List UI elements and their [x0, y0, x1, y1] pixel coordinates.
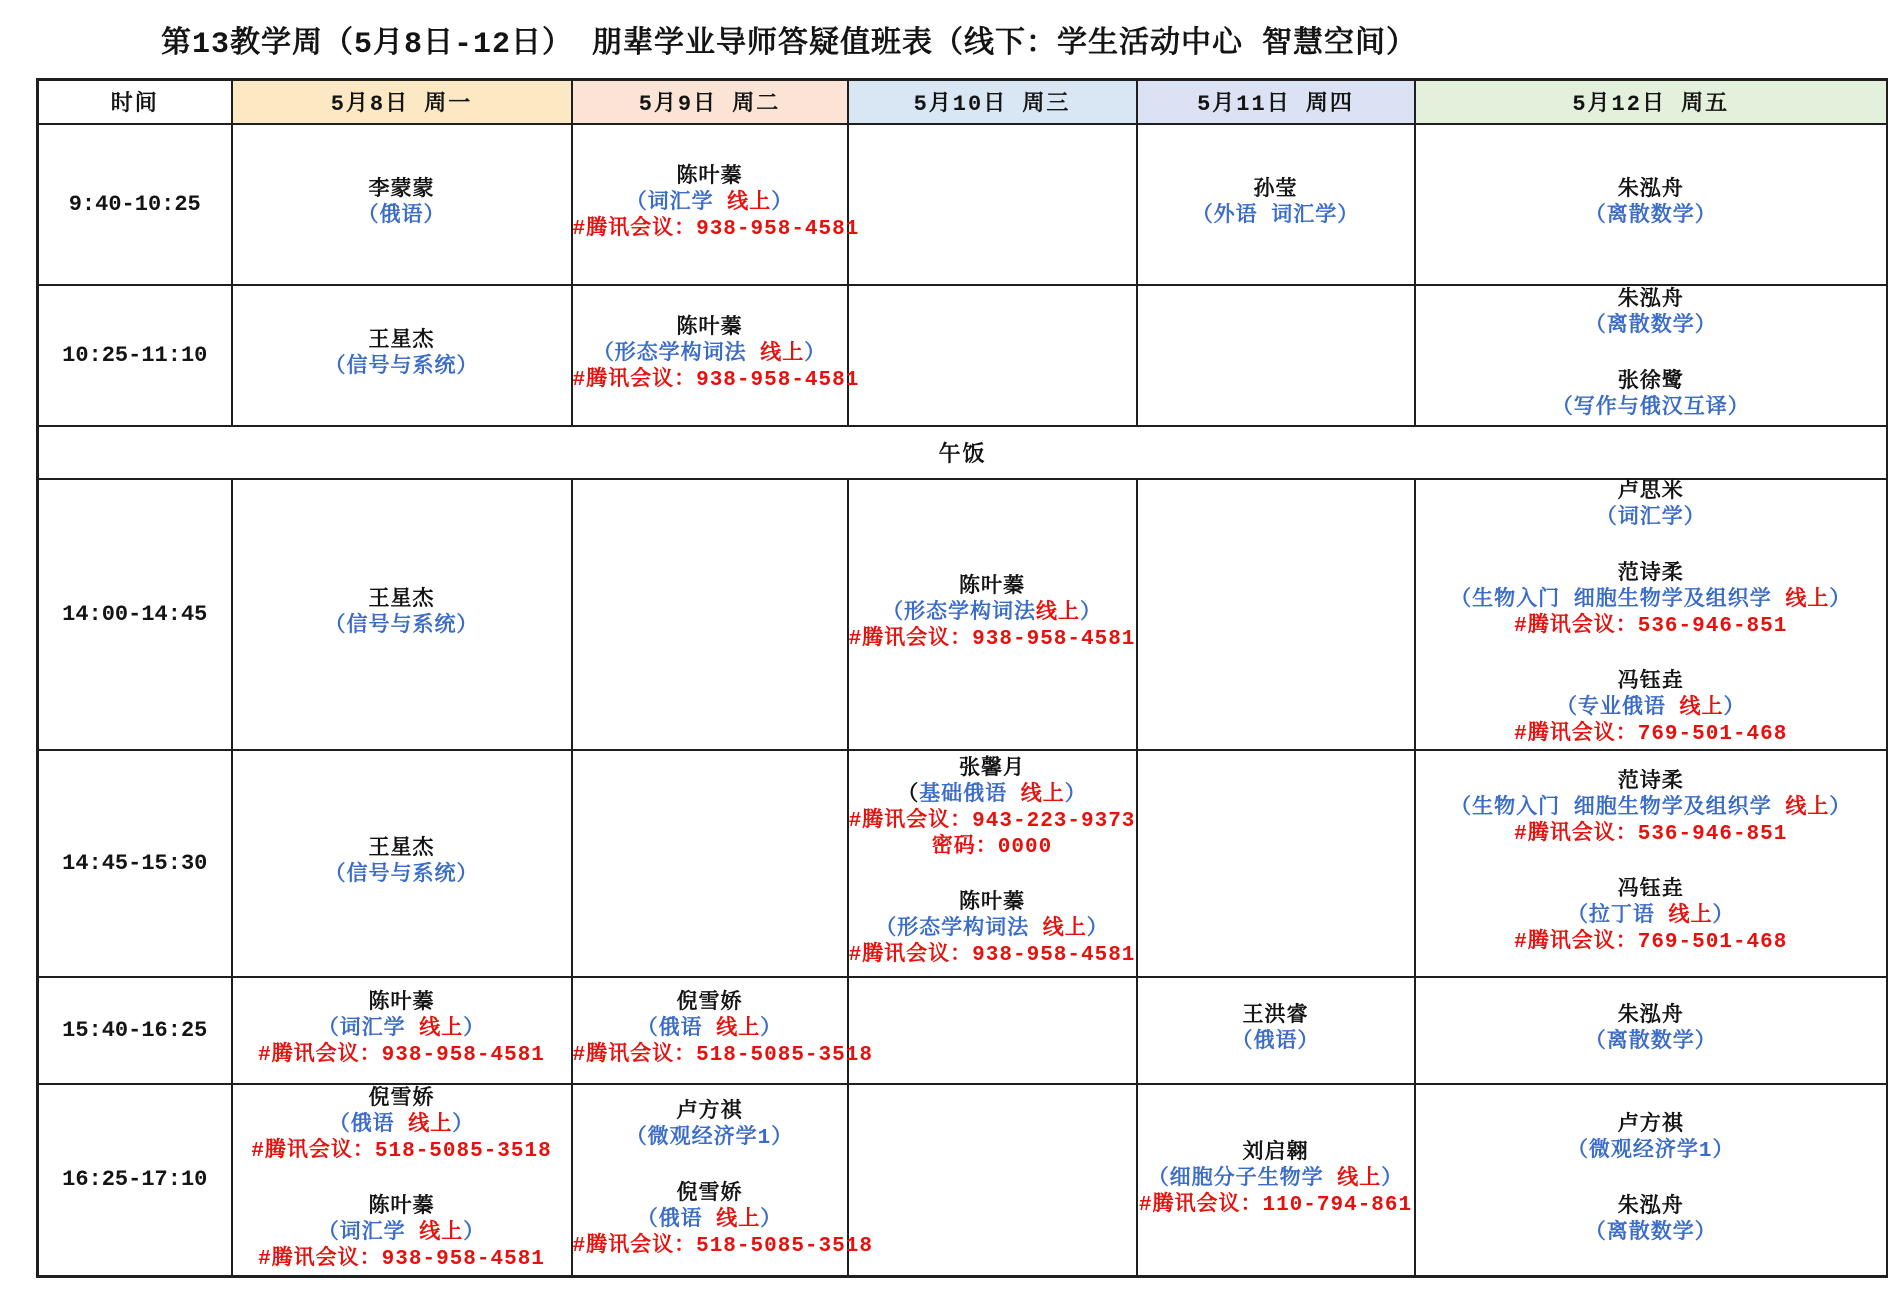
schedule-line [233, 1139, 571, 1165]
cell-15:40-16:25-fri [1415, 977, 1888, 1084]
text-segment: 卢方祺 [1617, 1113, 1684, 1137]
text-segment: ） [1723, 697, 1746, 720]
cell-10:25-11:10-tue [572, 285, 860, 426]
text-segment: #腾讯会议：938-958-4581 [258, 1247, 545, 1271]
cell-16:25-17:10-fri [1415, 1084, 1888, 1277]
text-segment: 朱泓舟 [1617, 1005, 1684, 1028]
cell-14:00-14:45-wed [848, 479, 1137, 750]
schedule-body [38, 124, 1888, 1277]
schedule-entry [1138, 1004, 1414, 1056]
schedule-line [1416, 562, 1887, 588]
schedule-line [1138, 1193, 1414, 1219]
cell-15:40-16:25-wed [848, 977, 1137, 1084]
text-segment: （俄语 [636, 1018, 717, 1041]
schedule-line [1416, 1004, 1887, 1030]
time-label-16:25-17:10: 16:25-17:10 [38, 1084, 232, 1277]
schedule-entry [1416, 1004, 1887, 1056]
text-segment: 线上 [1785, 797, 1830, 820]
schedule-line [1416, 588, 1887, 614]
schedule-line [1416, 1113, 1887, 1139]
schedule-entry [233, 1195, 571, 1273]
schedule-line [849, 835, 1136, 861]
text-segment: 线上 [1036, 602, 1080, 625]
schedule-line [573, 1126, 847, 1152]
schedule-line [849, 891, 1136, 917]
text-segment: （形态学构词法 [592, 343, 761, 366]
schedule-entry [1416, 1195, 1887, 1247]
text-segment: 倪雪娇 [676, 1182, 743, 1206]
schedule-line [1416, 670, 1887, 696]
page-title: 第13教学周（5月8日-12日） 朋辈学业导师答疑值班表（线下：学生活动中心 智慧空间） [160, 27, 1418, 62]
text-segment: #腾讯会议：938-958-4581 [848, 944, 1136, 967]
text-segment: #腾讯会议：938-958-4581 [572, 369, 860, 392]
text-segment: （词汇学 [317, 1018, 420, 1041]
text-segment: ） [760, 1208, 783, 1232]
schedule-entry [849, 891, 1136, 969]
text-segment: 李蒙蒙 [368, 179, 435, 202]
time-label-14:45-15:30: 14:45-15:30 [38, 750, 232, 977]
schedule-line [573, 991, 847, 1017]
text-segment: 线上 [1668, 905, 1713, 928]
schedule-line [572, 217, 860, 243]
schedule-line [572, 1234, 873, 1260]
schedule-line [573, 316, 847, 342]
text-segment: 王星杰 [368, 589, 435, 612]
cell-14:00-14:45-fri [1415, 479, 1888, 750]
text-segment: （词汇学） [1595, 507, 1706, 530]
schedule-line [1416, 288, 1887, 314]
text-segment: 卢思米 [1617, 481, 1684, 504]
schedule-line [849, 783, 1136, 809]
text-segment: 基础俄语 [919, 784, 1021, 807]
text-segment: （离散数学） [1584, 315, 1717, 338]
schedule-line [233, 355, 571, 381]
cell-9:40-10:25-wed [848, 124, 1137, 285]
text-segment: #腾讯会议：938-958-4581 [258, 1044, 545, 1067]
schedule-line [1416, 930, 1887, 956]
schedule-line [849, 809, 1136, 835]
schedule-line [233, 837, 571, 863]
text-segment: （微观经济学1） [625, 1126, 794, 1150]
text-segment: ） [463, 1018, 486, 1041]
schedule-line [1416, 1221, 1887, 1247]
schedule-entry [849, 575, 1136, 653]
text-segment: ） [452, 1113, 475, 1137]
schedule-line [573, 342, 847, 368]
text-segment: ） [1381, 1167, 1404, 1191]
schedule-line [573, 1100, 847, 1126]
text-segment: （细胞分子生物学 [1147, 1167, 1338, 1191]
schedule-line [1416, 696, 1887, 722]
time-label-9:40-10:25: 9:40-10:25 [38, 124, 232, 285]
text-segment: ） [760, 1018, 783, 1041]
cell-15:40-16:25-tue [572, 977, 873, 1084]
cell-9:40-10:25-fri [1415, 124, 1888, 285]
text-segment: （专业俄语 [1555, 697, 1680, 720]
schedule-line [233, 1043, 571, 1069]
schedule-entry [233, 1087, 571, 1165]
col-header-mon: 5月8日 周一 [232, 80, 572, 124]
text-segment: 密码：0000 [931, 836, 1053, 859]
cell-9:40-10:25-thu [1137, 124, 1415, 285]
cell-9:40-10:25-mon [232, 124, 572, 285]
schedule-line [573, 191, 847, 217]
text-segment: #腾讯会议：938-958-4581 [572, 218, 860, 241]
cell-14:45-15:30-fri [1415, 750, 1888, 977]
col-header-time: 时间 [38, 80, 232, 124]
schedule-line [1416, 370, 1887, 396]
text-segment: 范诗柔 [1617, 771, 1684, 794]
lunch-cell: 午饭 [38, 426, 1888, 479]
text-segment: （俄语） [357, 205, 446, 228]
text-segment: （写作与俄汉互译） [1551, 397, 1750, 420]
text-segment: 范诗柔 [1617, 563, 1684, 586]
text-segment: 线上 [1042, 918, 1087, 941]
schedule-line [1416, 904, 1887, 930]
text-segment: （信号与系统） [324, 615, 479, 638]
text-segment: 王洪睿 [1242, 1005, 1309, 1028]
schedule-entry [233, 178, 571, 230]
schedule-entry [233, 837, 571, 889]
schedule-header [38, 80, 1888, 124]
text-segment: 陈叶蓁 [676, 166, 743, 189]
text-segment: ） [463, 1221, 486, 1245]
schedule-line [1416, 396, 1887, 422]
time-label-14:00-14:45: 14:00-14:45 [38, 479, 232, 750]
schedule-line [849, 943, 1136, 969]
text-segment: 冯钰垚 [1617, 879, 1684, 902]
schedule-line [572, 1043, 873, 1069]
schedule-line [1416, 204, 1887, 230]
cell-16:25-17:10-tue [572, 1084, 873, 1277]
schedule-line [849, 601, 1136, 627]
schedule-line [1138, 1141, 1414, 1167]
text-segment: ） [1829, 797, 1852, 820]
text-segment: #腾讯会议：110-794-861 [1138, 1193, 1413, 1217]
cell-10:25-11:10-wed [848, 285, 1137, 426]
cell-14:00-14:45-tue [572, 479, 848, 750]
text-segment: 线上 [1337, 1167, 1382, 1191]
schedule-line [849, 917, 1136, 943]
schedule-line [1138, 1030, 1414, 1056]
time-label-10:25-11:10: 10:25-11:10 [38, 285, 232, 426]
text-segment: （生物入门 细胞生物学及组织学 [1450, 589, 1786, 612]
text-segment: （离散数学） [1584, 205, 1717, 228]
schedule-line [233, 1017, 571, 1043]
schedule-line [233, 991, 571, 1017]
text-segment: 线上 [1679, 697, 1724, 720]
row-14:00-14:45 [38, 479, 1888, 750]
schedule-line [1416, 1195, 1887, 1221]
text-segment: （拉丁语 [1566, 905, 1669, 928]
schedule-entry [572, 1182, 873, 1260]
text-segment: （俄语） [1231, 1031, 1320, 1054]
col-header-thu: 5月11日 周四 [1137, 80, 1415, 124]
schedule-line [1416, 480, 1887, 506]
cell-16:25-17:10-mon [232, 1084, 572, 1277]
text-segment: 线上 [419, 1018, 464, 1041]
schedule-line [233, 588, 571, 614]
text-segment: #腾讯会议：938-958-4581 [848, 628, 1136, 651]
text-segment: #腾讯会议：769-501-468 [1514, 931, 1788, 954]
text-segment: ） [1064, 784, 1087, 807]
text-segment: 冯钰垚 [1617, 671, 1684, 694]
text-segment: ） [1712, 905, 1735, 928]
text-segment: 线上 [408, 1113, 453, 1137]
schedule-line [1138, 1167, 1414, 1193]
row-14:45-15:30 [38, 750, 1888, 977]
schedule-line [1416, 822, 1887, 848]
text-segment: （ [897, 784, 920, 807]
schedule-line [1416, 796, 1887, 822]
schedule-line [1416, 1139, 1887, 1165]
schedule-line [1416, 770, 1887, 796]
cell-10:25-11:10-mon [232, 285, 572, 426]
schedule-line [572, 368, 860, 394]
text-segment: 刘启翱 [1242, 1141, 1309, 1165]
text-segment: ） [771, 192, 794, 215]
row-10:25-11:10 [38, 285, 1888, 426]
schedule-line [233, 1247, 571, 1273]
row-9:40-10:25 [38, 124, 1888, 285]
schedule-entry [233, 329, 571, 381]
text-segment: 线上 [716, 1018, 761, 1041]
schedule-entry [1416, 288, 1887, 340]
text-segment: 倪雪娇 [676, 992, 743, 1015]
schedule-entry [233, 588, 571, 640]
schedule-line [233, 329, 571, 355]
header-row [38, 80, 1888, 124]
schedule-line [233, 178, 571, 204]
text-segment: 陈叶蓁 [368, 1195, 435, 1219]
schedule-line [233, 863, 571, 889]
text-segment: #腾讯会议：536-946-851 [1514, 823, 1788, 846]
schedule-line [573, 1182, 847, 1208]
schedule-entry [572, 316, 860, 394]
col-header-fri: 5月12日 周五 [1415, 80, 1888, 124]
text-segment: （俄语 [636, 1208, 717, 1232]
text-segment: （形态学构词法 [875, 918, 1043, 941]
text-segment: 线上 [1020, 784, 1065, 807]
schedule-line [1138, 1004, 1414, 1030]
text-segment: 线上 [727, 192, 772, 215]
schedule-entry [1416, 1113, 1887, 1165]
schedule-entry [233, 991, 571, 1069]
cell-14:00-14:45-mon [232, 479, 572, 750]
text-segment: 朱泓舟 [1617, 289, 1684, 312]
schedule-entry [573, 1100, 847, 1152]
schedule-line [233, 1221, 571, 1247]
cell-14:45-15:30-thu [1137, 750, 1415, 977]
text-segment: ） [1086, 918, 1109, 941]
schedule-line [1416, 178, 1887, 204]
row-16:25-17:10 [38, 1084, 1888, 1277]
cell-14:45-15:30-tue [572, 750, 848, 977]
schedule-entry [1416, 770, 1887, 848]
schedule-line [233, 204, 571, 230]
text-segment: ） [1829, 589, 1852, 612]
text-segment: （词汇学 [625, 192, 728, 215]
schedule-line [1416, 614, 1887, 640]
schedule-line [233, 614, 571, 640]
schedule-line [573, 1017, 847, 1043]
cell-10:25-11:10-thu [1137, 285, 1415, 426]
text-segment: #腾讯会议：769-501-468 [1514, 723, 1788, 746]
text-segment: 张徐鹭 [1617, 371, 1684, 394]
schedule-line [849, 757, 1136, 783]
text-segment: #腾讯会议：518-5085-3518 [572, 1234, 873, 1258]
text-segment: #腾讯会议：518-5085-3518 [251, 1139, 552, 1163]
text-segment: 王星杰 [368, 838, 435, 861]
col-header-tue: 5月9日 周二 [572, 80, 848, 124]
schedule-line [1416, 878, 1887, 904]
text-segment: #腾讯会议：518-5085-3518 [572, 1044, 873, 1067]
schedule-line [1138, 178, 1414, 204]
schedule-entry [849, 757, 1136, 861]
text-segment: #腾讯会议：943-223-9373 [848, 810, 1136, 833]
text-segment: 倪雪娇 [368, 1087, 435, 1111]
text-segment: （离散数学） [1584, 1221, 1717, 1245]
text-segment: #腾讯会议：536-946-851 [1514, 615, 1788, 638]
cell-14:45-15:30-wed [848, 750, 1137, 977]
text-segment: 张馨月 [959, 758, 1025, 781]
schedule-line [1138, 204, 1414, 230]
text-segment: 线上 [1785, 589, 1830, 612]
schedule-entry [1138, 178, 1414, 230]
row-15:40-16:25 [38, 977, 1888, 1084]
text-segment: 线上 [419, 1221, 464, 1245]
text-segment: 陈叶蓁 [368, 992, 435, 1015]
schedule-line [573, 1208, 847, 1234]
cell-10:25-11:10-fri [1415, 285, 1888, 426]
text-segment: 朱泓舟 [1617, 1195, 1684, 1219]
text-segment: 孙莹 [1253, 179, 1298, 202]
schedule-table [36, 78, 1888, 1278]
schedule-line [1416, 722, 1887, 748]
text-segment: （外语 词汇学） [1191, 205, 1360, 228]
schedule-line [1416, 506, 1887, 532]
schedule-entry [1416, 562, 1887, 640]
schedule-entry [1138, 1141, 1414, 1219]
cell-14:00-14:45-thu [1137, 479, 1415, 750]
text-segment: ） [804, 343, 827, 366]
text-segment: （形态学构词法 [882, 602, 1036, 625]
text-segment: （微观经济学1） [1566, 1139, 1735, 1163]
cell-16:25-17:10-wed [848, 1084, 1137, 1277]
text-segment: （词汇学 [317, 1221, 420, 1245]
schedule-line [233, 1113, 571, 1139]
text-segment: 王星杰 [368, 330, 435, 353]
lunch-row [38, 426, 1888, 479]
schedule-entry [1416, 480, 1887, 532]
schedule-entry [1416, 178, 1887, 230]
text-segment: 线上 [716, 1208, 761, 1232]
cell-15:40-16:25-mon [232, 977, 572, 1084]
schedule-entry [572, 165, 860, 243]
text-segment: 陈叶蓁 [959, 892, 1025, 915]
cell-15:40-16:25-thu [1137, 977, 1415, 1084]
schedule-line [1416, 1030, 1887, 1056]
text-segment: ） [1080, 602, 1102, 625]
cell-14:45-15:30-mon [232, 750, 572, 977]
text-segment: （俄语 [328, 1113, 409, 1137]
schedule-line [573, 165, 847, 191]
schedule-line [849, 575, 1136, 601]
text-segment: 陈叶蓁 [676, 317, 743, 340]
schedule-line [233, 1087, 571, 1113]
text-segment: 卢方祺 [676, 1100, 743, 1124]
cell-9:40-10:25-tue [572, 124, 860, 285]
schedule-entry [1416, 670, 1887, 748]
schedule-entry [1416, 370, 1887, 422]
text-segment: 陈叶蓁 [959, 576, 1025, 599]
text-segment: （信号与系统） [324, 864, 479, 887]
text-segment: （信号与系统） [324, 356, 479, 379]
schedule-line [1416, 314, 1887, 340]
cell-16:25-17:10-thu [1137, 1084, 1415, 1277]
col-header-wed: 5月10日 周三 [848, 80, 1137, 124]
time-label-15:40-16:25: 15:40-16:25 [38, 977, 232, 1084]
text-segment: 线上 [760, 343, 805, 366]
schedule-line [849, 627, 1136, 653]
schedule-entry [572, 991, 873, 1069]
text-segment: 朱泓舟 [1617, 179, 1684, 202]
text-segment: （生物入门 细胞生物学及组织学 [1450, 797, 1786, 820]
text-segment: （离散数学） [1584, 1031, 1717, 1054]
schedule-line [233, 1195, 571, 1221]
schedule-entry [1416, 878, 1887, 956]
